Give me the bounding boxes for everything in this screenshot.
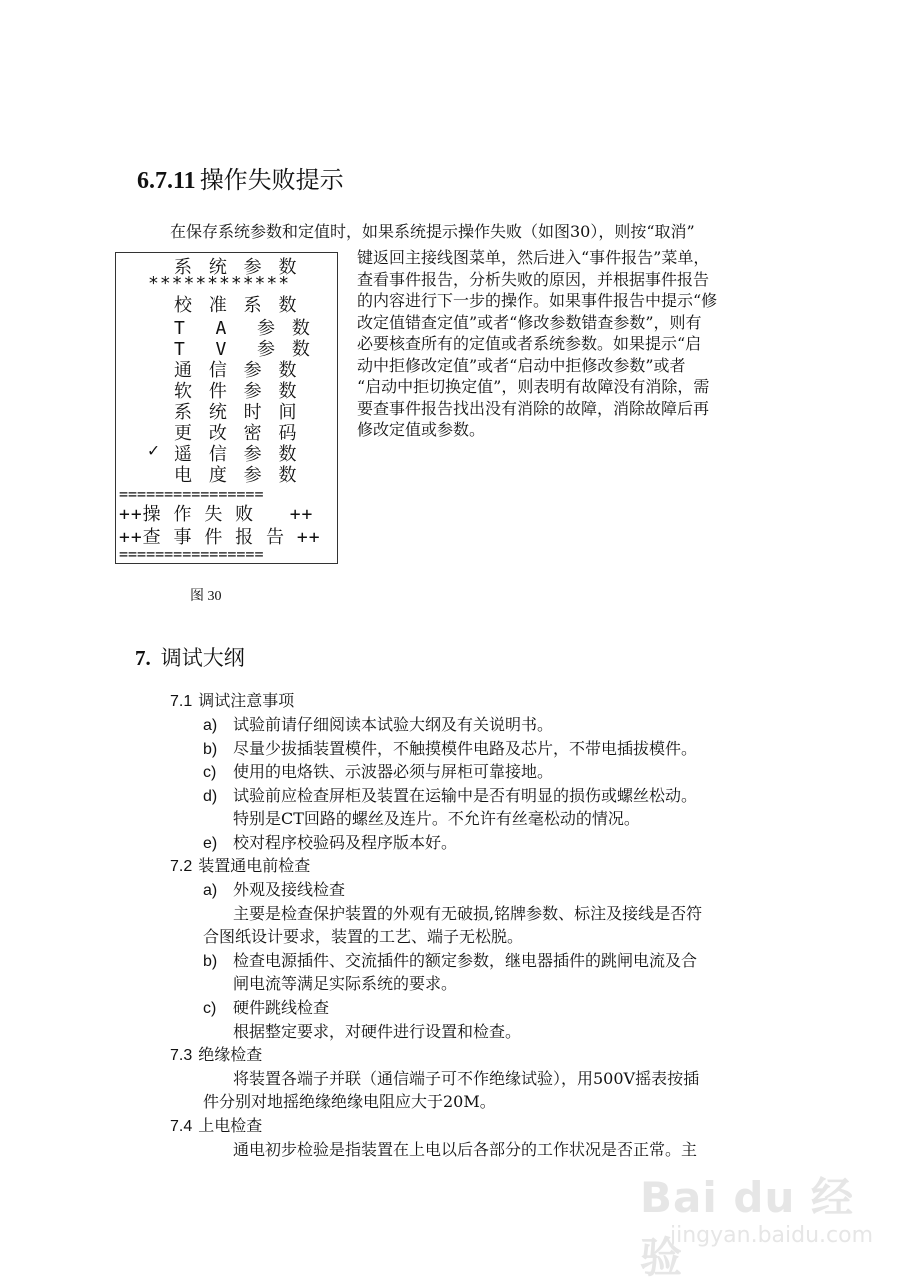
list-marker: d)	[203, 788, 218, 805]
section-number: 6.7.11	[137, 168, 196, 194]
list-item	[203, 877, 345, 900]
subsection-heading-7-4	[170, 1113, 262, 1136]
list-item-continuation	[203, 806, 640, 829]
list-text: 硬件跳线检查	[233, 998, 330, 1017]
intro-line-1: 在保存系统参数和定值时，如果系统提示操作失败（如图30），则按“取消”	[170, 222, 695, 241]
list-item	[203, 736, 697, 759]
figure-caption: 图 30	[190, 589, 222, 604]
menu-item: 通 信 参 数	[174, 360, 300, 381]
menu-title: 系 统 参 数	[174, 257, 300, 278]
list-item	[203, 948, 697, 971]
side-line: 改定值错查定值”或者“修改参数错查参数”，则有	[357, 312, 702, 332]
list-text: 试验前请仔细阅读本试验大纲及有关说明书。	[233, 715, 554, 734]
subsection-heading-7-3	[170, 1042, 262, 1065]
baidu-watermark	[640, 1165, 874, 1282]
list-marker: b)	[203, 953, 218, 970]
section-heading-7	[135, 642, 245, 672]
section-title: 调试大纲	[160, 646, 245, 670]
list-text: 检查电源插件、交流插件的额定参数，继电器插件的跳闸电流及合	[233, 951, 698, 970]
list-text: 尽量少拔插装置模件，不触摸模件电路及芯片，不带电插拔模件。	[233, 739, 698, 758]
subsection-title: 上电检查	[198, 1116, 263, 1135]
body-text: 件分别对地摇绝缘绝缘电阻应大于20M。	[203, 1092, 496, 1111]
body-text: 合图纸设计要求，装置的工艺、端子无松脱。	[203, 927, 524, 946]
subsection-title: 调试注意事项	[198, 691, 295, 710]
section-title: 操作失败提示	[199, 166, 344, 194]
menu-item: 校 准 系 数	[174, 295, 300, 316]
list-marker: b)	[203, 741, 218, 758]
list-item	[203, 783, 697, 806]
watermark-url: jingyan.baidu.com	[670, 1223, 874, 1248]
subsection-number: 7.3	[170, 1047, 193, 1064]
side-line: “启动中拒切换定值”，则表明有故障没有消除，需	[357, 377, 710, 396]
menu-item: 软 件 参 数	[174, 381, 300, 402]
side-line: 键返回主接线图菜单，然后进入“事件报告”菜单，	[357, 248, 710, 267]
subsection-number: 7.4	[170, 1118, 193, 1135]
menu-separator: ================	[119, 545, 264, 563]
menu-item: 系 统 时 间	[174, 402, 300, 423]
list-item	[203, 759, 553, 782]
list-item	[203, 830, 457, 853]
section-heading-6-7-11	[137, 160, 344, 195]
side-line: 的内容进行下一步的操作。如果事件报告中提示“修	[357, 291, 718, 310]
list-item	[203, 712, 553, 735]
subsection-heading-7-1	[170, 688, 294, 711]
check-mark-icon: ✓	[148, 440, 162, 461]
body-text: 主要是检查保护装置的外观有无破损,铭牌参数、标注及接线是否符	[233, 904, 703, 923]
subsection-heading-7-2	[170, 853, 310, 876]
side-line: 查看事件报告，分析失败的原因，并根据事件报告	[357, 269, 710, 289]
intro-side-text	[357, 247, 777, 441]
menu-item: 更 改 密 码	[174, 423, 300, 444]
section-number: 7.	[135, 646, 151, 670]
list-text: 使用的电烙铁、示波器必须与屏柜可靠接地。	[233, 762, 554, 781]
body-text: 将装置各端子并联（通信端子可不作绝缘试验），用500V摇表按插	[233, 1069, 700, 1088]
subsection-title: 装置通电前检查	[198, 856, 311, 875]
menu-separator: ================	[119, 485, 264, 503]
body-text: 通电初步检验是指装置在上电以后各部分的工作状况是否正常。主	[233, 1140, 698, 1159]
subsection-number: 7.1	[170, 693, 193, 710]
baidu-logo: Bai du 经验	[640, 1173, 854, 1282]
menu-item: 电 度 参 数	[174, 465, 300, 486]
list-marker: a)	[203, 717, 218, 734]
list-text: 试验前应检查屏柜及装置在运输中是否有明显的损伤或螺丝松动。	[233, 786, 698, 805]
body-text: 闸电流等满足实际系统的要求。	[233, 974, 458, 993]
list-text: 特别是CT回路的螺丝及连片。不允许有丝毫松动的情况。	[233, 809, 640, 828]
list-marker: c)	[203, 764, 217, 781]
list-marker: e)	[203, 835, 218, 852]
list-text: 外观及接线检查	[233, 880, 346, 899]
subsection-number: 7.2	[170, 858, 193, 875]
side-line: 必要核查所有的定值或者系统参数。如果提示“启	[357, 334, 702, 353]
list-marker: a)	[203, 882, 218, 899]
subsection-title: 绝缘检查	[198, 1045, 263, 1064]
menu-item: T A 参 数	[174, 318, 313, 339]
side-line: 要查事件报告找出没有消除的故障，消除故障后再	[357, 398, 710, 418]
alert-line-1: ++操 作 失 败 ++	[119, 504, 314, 525]
body-text: 根据整定要求，对硬件进行设置和检查。	[233, 1022, 522, 1041]
alert-line-2: ++查 事 件 报 告 ++	[119, 527, 321, 548]
list-marker: c)	[203, 1000, 217, 1017]
side-line: 修改定值或参数。	[357, 420, 486, 439]
menu-screen-figure	[115, 252, 338, 564]
side-line: 动中拒修改定值”或者“启动中拒修改参数”或者	[357, 355, 686, 375]
menu-item-selected: 遥 信 参 数	[174, 444, 300, 465]
list-text: 校对程序校验码及程序版本好。	[233, 833, 458, 852]
list-item	[203, 995, 329, 1018]
menu-item: T V 参 数	[174, 339, 313, 360]
menu-stars: ************	[148, 273, 291, 294]
